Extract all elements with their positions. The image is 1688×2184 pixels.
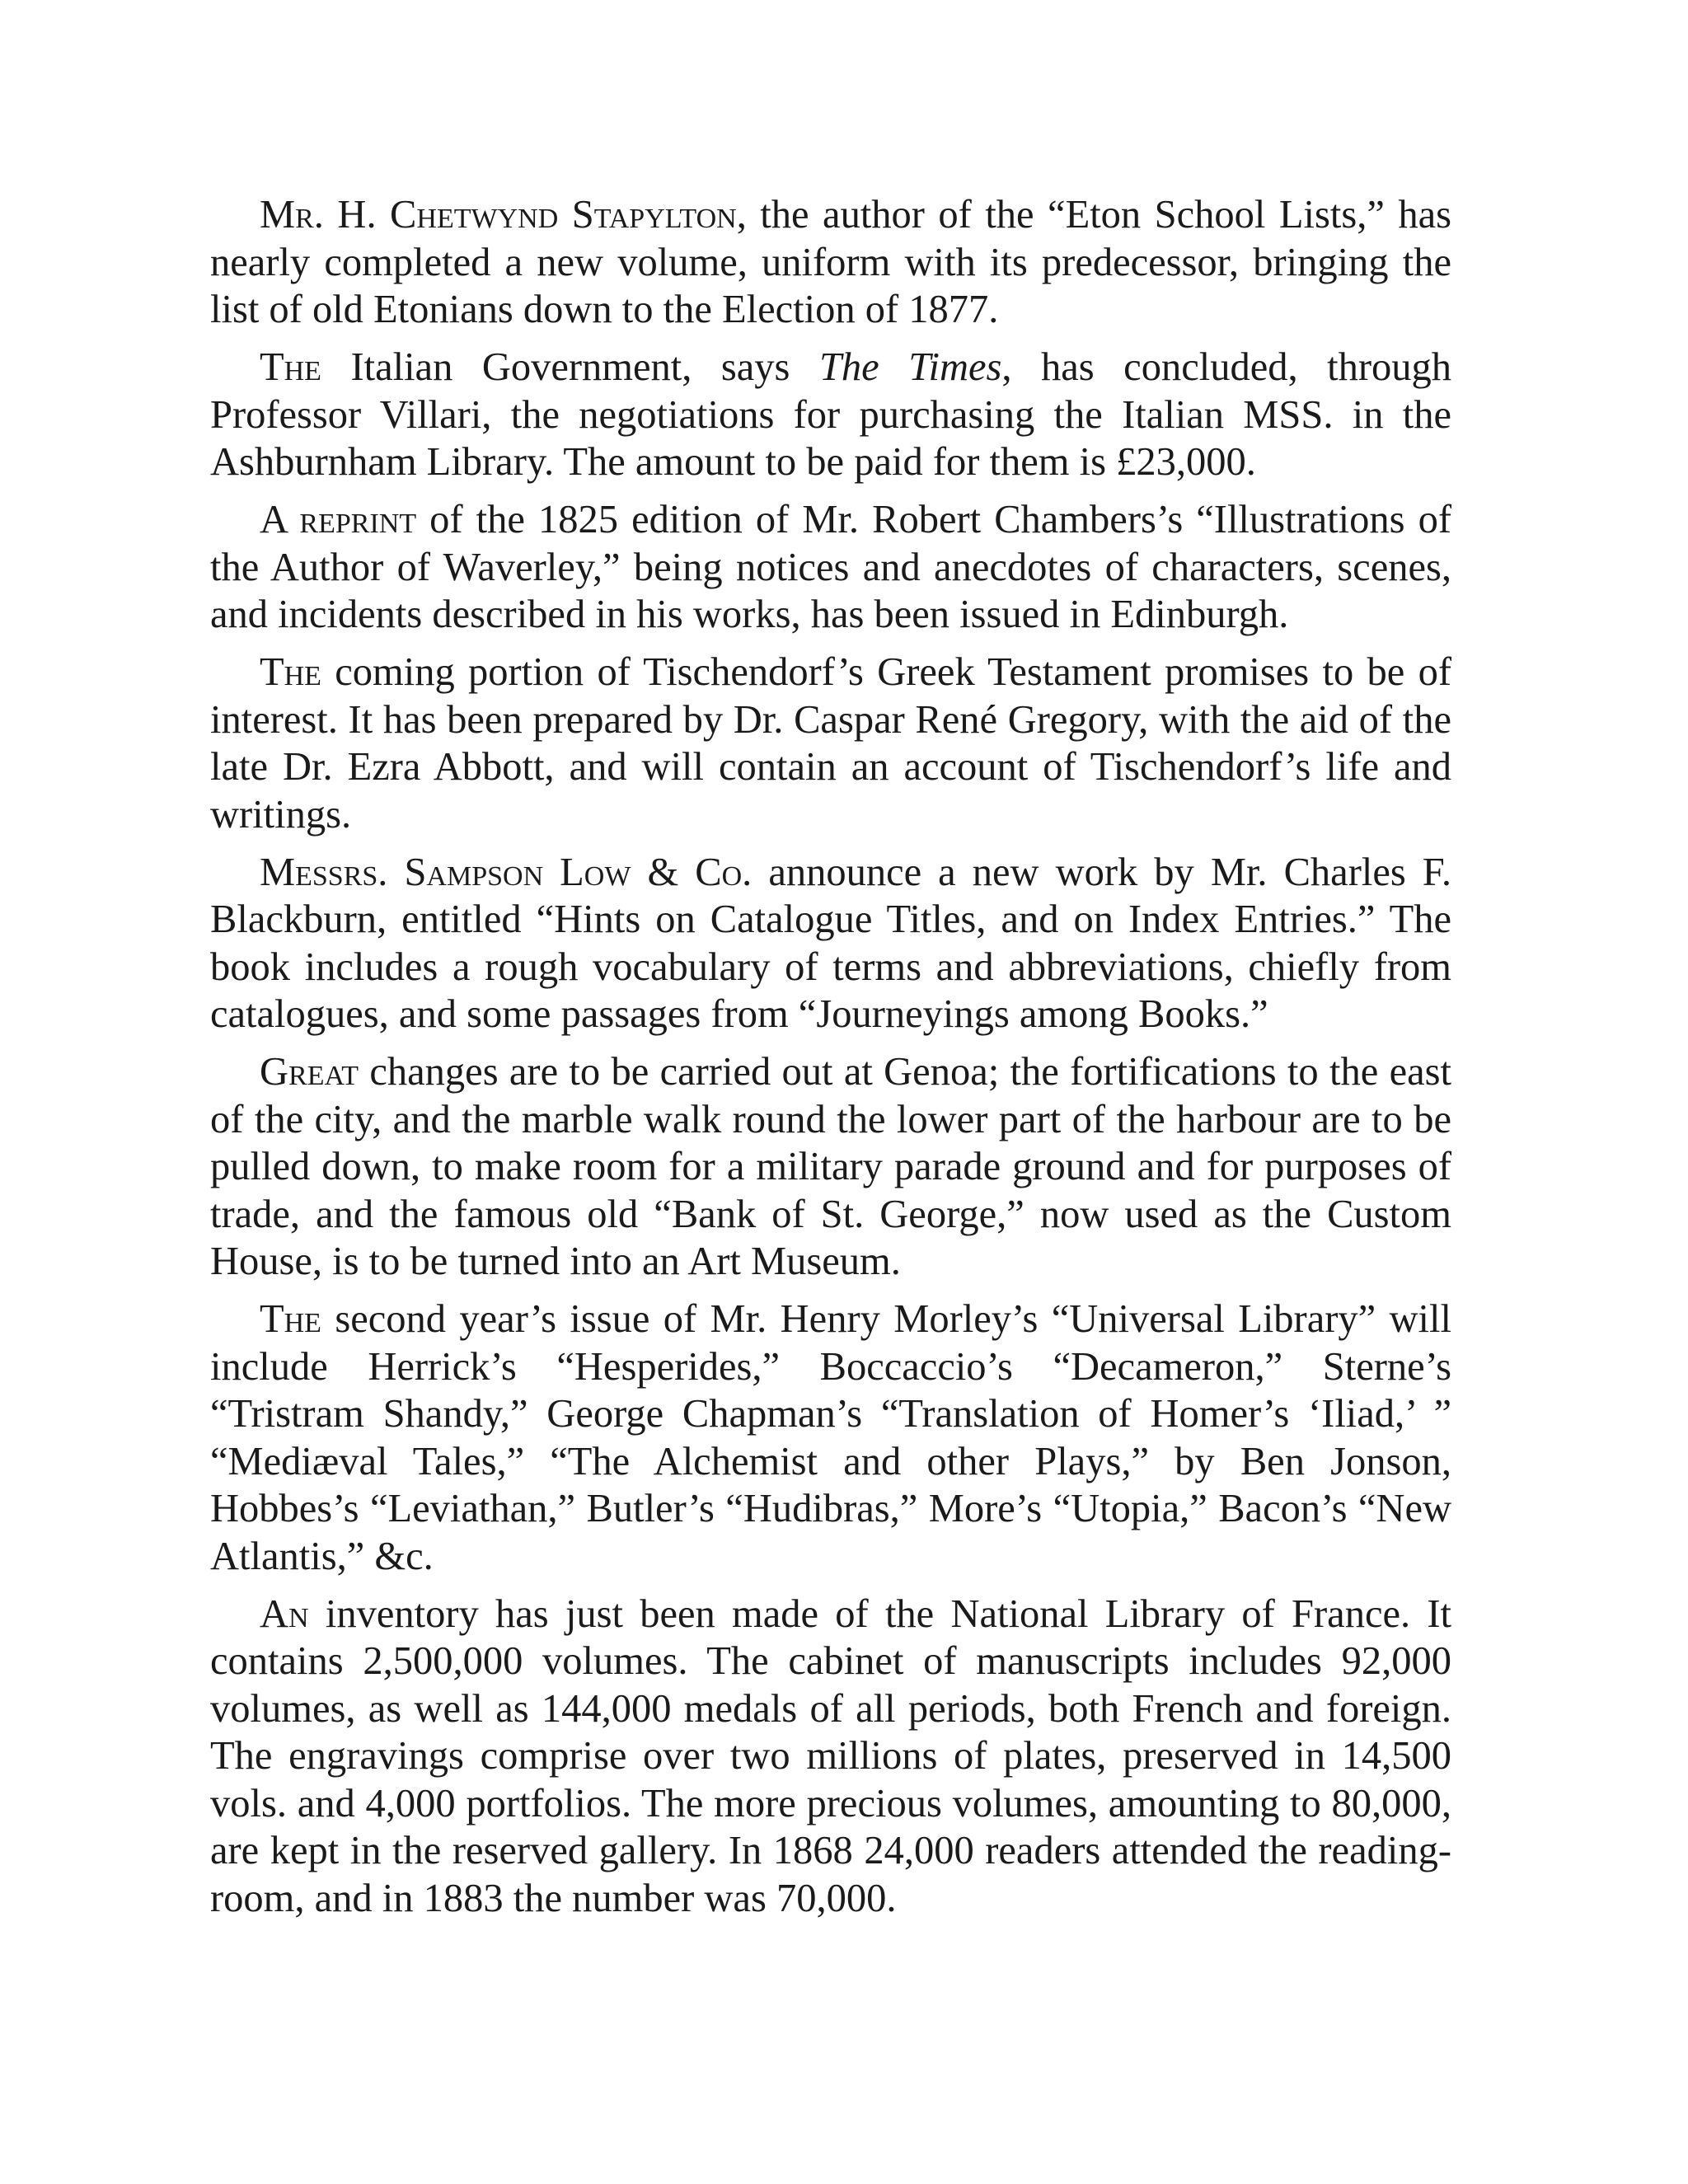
paragraph-italian-government bbox=[210, 344, 1451, 486]
paragraph-body: coming portion of Tischendorf’s Greek Testament promises to be of interest. It has been prepared by Dr. Caspar René Gregory, with the aid of the late Dr. Ezra Abbott, and will contain an account of Tischendorf’s life and writings. bbox=[210, 650, 1451, 837]
paragraph-body: inventory has just been made of the National Library of France. It contains 2,500,000 volumes. The cabinet of manuscripts includes 92,000 volumes, as well as 144,000 medals of all periods, both French and foreign. The engravings comprise over two millions of plates, preserved in 14,500 vols. and 4,000 portfolios. The more precious volumes, amounting to 80,000, are kept in the reserved gallery. In 1868 24,000 readers attended the reading-room, and in 1883 the number was 70,000. bbox=[210, 1591, 1451, 1920]
paragraph-national-library bbox=[210, 1591, 1451, 1923]
paragraph-body: , has concluded, through Professor Villari, the negotiations for purchasing the Italian MSS. in the Ashburnham Library. The amount to be paid for them is £23,000. bbox=[210, 345, 1451, 484]
paragraph-lead: An bbox=[260, 1591, 309, 1636]
paragraph-lead: The bbox=[260, 1297, 321, 1341]
paragraph-body: of the 1825 edition of Mr. Robert Chambers’s “Illustrations of the Author of Waverley,” being notices and anecdotes of characters, scenes, and incidents described in his works, has been issued in Edinburgh. bbox=[210, 498, 1451, 636]
paragraph-italic: The Times bbox=[818, 345, 1002, 389]
paragraph-genoa bbox=[210, 1048, 1451, 1286]
paragraph-tischendorf bbox=[210, 649, 1451, 838]
paragraph-body: , the author of the “Eton School Lists,” has nearly completed a new volume, uniform with its predecessor, bringing the list of old Etonians down to the Election of 1877. bbox=[210, 193, 1451, 331]
paragraph-universal-library bbox=[210, 1296, 1451, 1580]
paragraph-sampson-low bbox=[210, 849, 1451, 1038]
paragraph-lead: Great bbox=[260, 1050, 359, 1094]
paragraph-lead: A reprint bbox=[260, 498, 417, 541]
paragraph-body: second year’s issue of Mr. Henry Morley’s “Universal Library” will include Herrick’s “Hesperides,” Boccaccio’s “Decameron,” Sterne’s “Tristram Shandy,” George Chapman’s “Translation of Homer’s ‘Iliad,’ ” “Mediæval Tales,” “The Alchemist and other Plays,” by Ben Jonson, Hobbes’s “Leviathan,” Butler’s “Hudibras,” More’s “Utopia,” Bacon’s “New Atlantis,” &c. bbox=[210, 1297, 1451, 1578]
paragraph-stapylton bbox=[210, 191, 1451, 334]
paragraph-reprint bbox=[210, 496, 1451, 639]
paragraph-lead: The bbox=[260, 345, 321, 389]
page-text-column bbox=[210, 191, 1451, 1933]
paragraph-body: announce a new work by Mr. Charles F. Blackburn, entitled “Hints on Catalogue Titles, and on Index Entries.” The book includes a rough vocabulary of terms and abbreviations, chiefly from catalogues, and some passages from “Journeyings among Books.” bbox=[210, 850, 1451, 1036]
paragraph-pre: Italian Government, says bbox=[321, 345, 819, 389]
paragraph-lead: Mr. H. Chetwynd Stapylton bbox=[260, 193, 737, 237]
paragraph-lead: The bbox=[260, 650, 321, 694]
paragraph-body: changes are to be carried out at Genoa; the fortifications to the east of the city, and the marble walk round the lower part of the harbour are to be pulled down, to make room for a military parade ground and for purposes of trade, and the famous old “Bank of St. George,” now used as the Custom House, is to be turned into an Art Museum. bbox=[210, 1050, 1451, 1283]
paragraph-lead: Messrs. Sampson Low & Co. bbox=[260, 850, 753, 894]
